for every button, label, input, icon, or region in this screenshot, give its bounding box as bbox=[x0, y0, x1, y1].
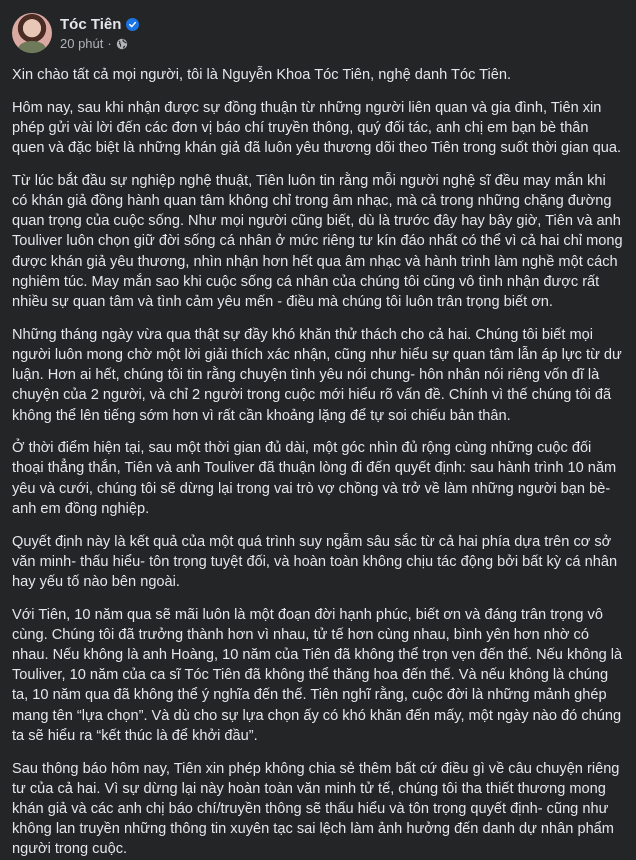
post-content bbox=[12, 65, 624, 860]
post-header bbox=[12, 10, 624, 56]
verified-badge-icon bbox=[126, 18, 139, 31]
separator-dot: · bbox=[107, 35, 112, 51]
post-paragraph: Ở thời điểm hiện tại, sau một thời gian đủ dài, một góc nhìn đủ rộng cùng những cuộc đối thoại thẳng thắn, Tiên và anh Touliver đã thuận lòng đi đến quyết định: sau hành trình 10 năm yêu và cưới, chúng tôi sẽ dừng lại trong vai trò vợ chồng và trở về làm những người bạn bè- anh em đồng nghiệp. bbox=[12, 440, 617, 517]
post-paragraph: Hôm nay, sau khi nhận được sự đồng thuận từ những người liên quan và gia đình, Tiên xin phép gửi vài lời đến các đơn vị báo chí truyền thông, quý đối tác, anh chị em bạn bè thân quen và đặc biệt là những khán giả đã luôn yêu thương dõi theo Tiên trong suốt thời gian qua. bbox=[12, 99, 622, 157]
avatar[interactable] bbox=[12, 13, 52, 53]
author-row bbox=[60, 15, 139, 34]
post-paragraph: Những tháng ngày vừa qua thật sự đầy khó khăn thử thách cho cả hai. Chúng tôi biết mọi người luôn mong chờ một lời giải thích xác nhận, cũng như hiểu sự quan tâm lẫn áp lực từ dư luận. Hơn ai hết, chúng tôi tin rằng chuyện tình yêu nói chung- hôn nhân nói riêng vốn dĩ là chuyện của 2 người, và chỉ 2 người trong cuộc mới hiểu rõ vấn đề. Chính vì thế chúng tôi đã không thể lên tiếng sớm hơn vì rất cần khoảng lặng để tự soi chiếu bản thân. bbox=[12, 326, 622, 424]
post-meta bbox=[60, 15, 139, 52]
post-paragraph: Từ lúc bắt đầu sự nghiệp nghệ thuật, Tiên luôn tin rằng mỗi người nghệ sĩ đều may mắn khi có khán giả đồng hành quan tâm không chỉ trong âm nhạc, mà cả trong những chặng đường quan trọng của cuộc sống. Như mọi người cũng biết, dù là trước đây hay bây giờ, Tiên và anh Touliver luôn chọn giữ đời sống cá nhân ở mức riêng tư kín đáo nhất có thể vì cả hai chỉ mong được khán giả yêu thương, nhìn nhận hơn hết qua âm nhạc và hành trình làm nghề một cách nghiêm túc. May mắn sao khi cuộc sống cá nhân của chúng tôi cũng vô tình nhận được rất nhiều sự quan tâm và tình cảm yêu mến - điều mà chúng tôi luôn trân trọng biết ơn. bbox=[12, 172, 623, 311]
post-timestamp[interactable]: 20 phút bbox=[60, 35, 104, 51]
post-paragraph: Với Tiên, 10 năm qua sẽ mãi luôn là một đoạn đời hạnh phúc, biết ơn và đáng trân trọng vô cùng. Chúng tôi đã trưởng thành hơn vì nhau, tử tế hơn cùng nhau, bình yên hơn nhờ có nhau. Nếu không là anh Hoàng, 10 năm của Tiên đã không thể trọn vẹn đến thế. Nếu không là Touliver, 10 năm của ca sĩ Tóc Tiên đã không thể thăng hoa đến thế. Và nếu không là chúng ta, 10 năm qua đã không thể ý nghĩa đến thế. Tiên nghĩ rằng, cuộc đời là những mảnh ghép mang tên “lựa chọn”. Và dù cho sự lựa chọn ấy có khó khăn đến mấy, một ngày nào đó chúng ta sẽ hiểu ra “kết thúc là để khởi đầu”. bbox=[12, 606, 623, 744]
globe-icon[interactable] bbox=[116, 37, 128, 49]
author-name[interactable]: Tóc Tiên bbox=[60, 15, 122, 33]
post-paragraph: Sau thông báo hôm nay, Tiên xin phép không chia sẻ thêm bất cứ điều gì về câu chuyện riêng tư của cả hai. Vì sự dừng lại này hoàn toàn văn minh tử tế, chúng tôi tha thiết thương mong khán giả và các anh chị báo chí/truyền thông sẽ thấu hiểu và tôn trọng quyết định- cũng như không lan truyền những thông tin xuyên tạc sai lệch làm ảnh hưởng đến danh dự nhân phẩm người trong cuộc. bbox=[12, 760, 620, 858]
post-time-row bbox=[60, 35, 139, 52]
post-paragraph: Quyết định này là kết quả của một quá trình suy ngẫm sâu sắc từ cả hai phía dựa trên cơ sở văn minh- thấu hiểu- tôn trọng tuyệt đối, và hoàn toàn không chịu tác động bởi bất kỳ cá nhân hay yếu tố nào bên ngoài. bbox=[12, 533, 618, 590]
post-paragraph: Xin chào tất cả mọi người, tôi là Nguyễn Khoa Tóc Tiên, nghệ danh Tóc Tiên. bbox=[12, 67, 512, 83]
